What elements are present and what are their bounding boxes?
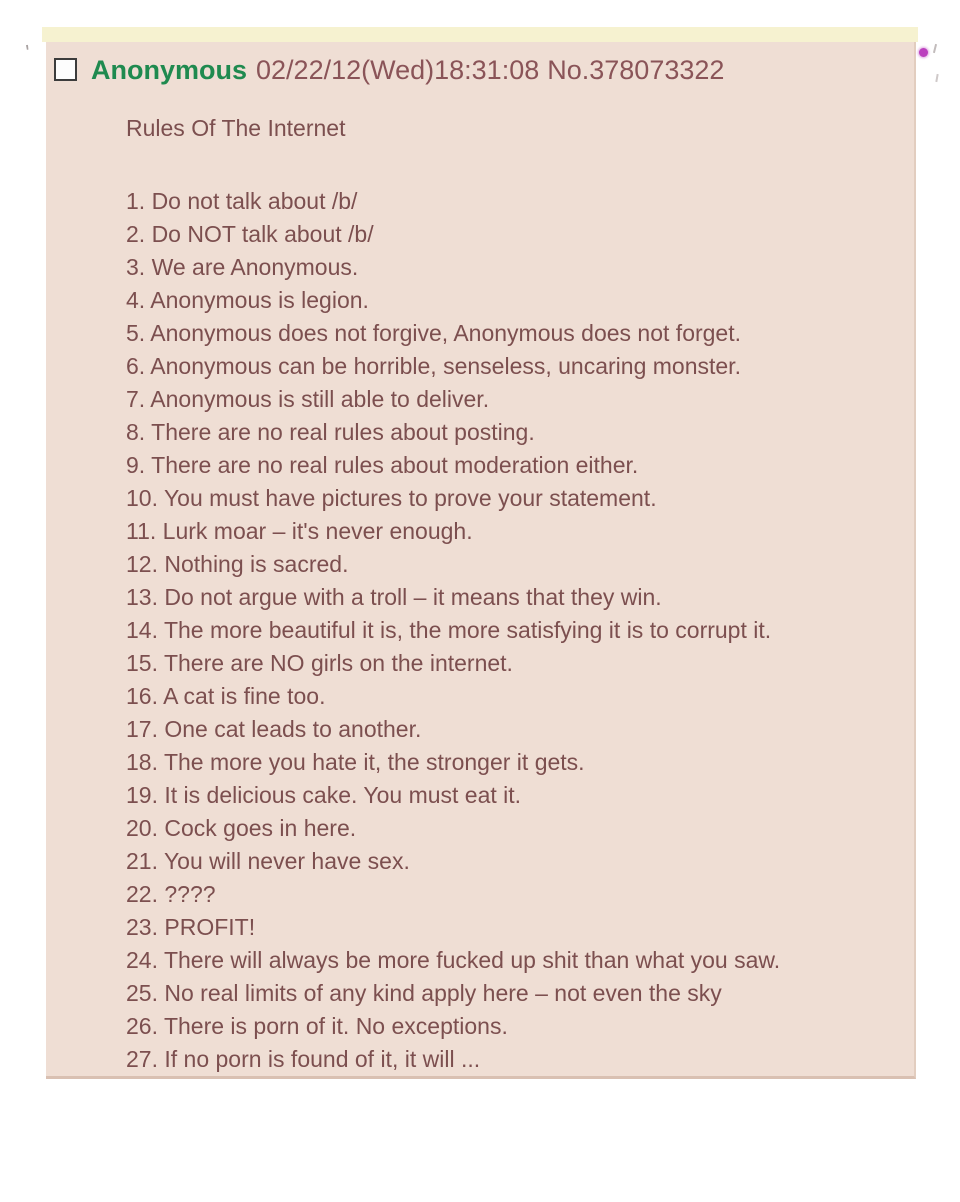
rule-line-20: 20. Cock goes in here. <box>126 815 357 841</box>
rule-line-13: 13. Do not argue with a troll – it means that they win. <box>126 584 662 610</box>
rule-line-12: 12. Nothing is sacred. <box>126 551 349 577</box>
rule-line-14: 14. The more beautiful it is, the more satisfying it is to corrupt it. <box>126 617 772 643</box>
speck-artifact <box>933 44 937 53</box>
rule-line-27: 27. If no porn is found of it, it will ... <box>126 1046 481 1072</box>
rule-line-5: 5. Anonymous does not forgive, Anonymous does not forget. <box>126 320 742 346</box>
rule-line-18: 18. The more you hate it, the stronger it gets. <box>126 749 585 775</box>
rule-line-16: 16. A cat is fine too. <box>126 683 326 709</box>
post-author: Anonymous <box>91 55 248 85</box>
post-header <box>46 42 914 86</box>
rule-line-8: 8. There are no real rules about posting. <box>126 419 535 445</box>
page-top-strip <box>42 27 918 42</box>
post-number-link[interactable]: No.378073322 <box>547 55 725 85</box>
rule-line-26: 26. There is porn of it. No exceptions. <box>126 1013 508 1039</box>
rule-line-9: 9. There are no real rules about moderation either. <box>126 452 639 478</box>
post-timestamp: 02/22/12(Wed)18:31:08 <box>256 55 540 85</box>
delete-checkbox[interactable] <box>54 58 77 81</box>
rule-line-10: 10. You must have pictures to prove your statement. <box>126 485 657 511</box>
rule-line-7: 7. Anonymous is still able to deliver. <box>126 386 490 412</box>
rule-line-17: 17. One cat leads to another. <box>126 716 422 742</box>
post-title: Rules Of The Internet <box>126 115 346 141</box>
speck-artifact <box>935 74 938 82</box>
rule-line-6: 6. Anonymous can be horrible, senseless, uncaring monster. <box>126 353 741 379</box>
rule-line-24: 24. There will always be more fucked up shit than what you saw. <box>126 947 781 973</box>
forum-post <box>46 42 916 1079</box>
rule-line-1: 1. Do not talk about /b/ <box>126 188 358 214</box>
rule-line-11: 11. Lurk moar – it's never enough. <box>126 518 473 544</box>
rule-line-25: 25. No real limits of any kind apply here – not even the sky <box>126 980 722 1006</box>
rule-line-19: 19. It is delicious cake. You must eat it. <box>126 782 522 808</box>
rule-line-2: 2. Do NOT talk about /b/ <box>126 221 374 247</box>
rule-line-4: 4. Anonymous is legion. <box>126 287 369 313</box>
post-message <box>126 112 904 1076</box>
rule-line-3: 3. We are Anonymous. <box>126 254 359 280</box>
rule-line-21: 21. You will never have sex. <box>126 848 410 874</box>
rule-line-23: 23. PROFIT! <box>126 914 256 940</box>
magenta-dot-artifact <box>919 48 928 57</box>
rule-line-15: 15. There are NO girls on the internet. <box>126 650 513 676</box>
jpeg-artifact-left: ' <box>24 39 32 66</box>
rule-line-22: 22. ???? <box>126 881 216 907</box>
